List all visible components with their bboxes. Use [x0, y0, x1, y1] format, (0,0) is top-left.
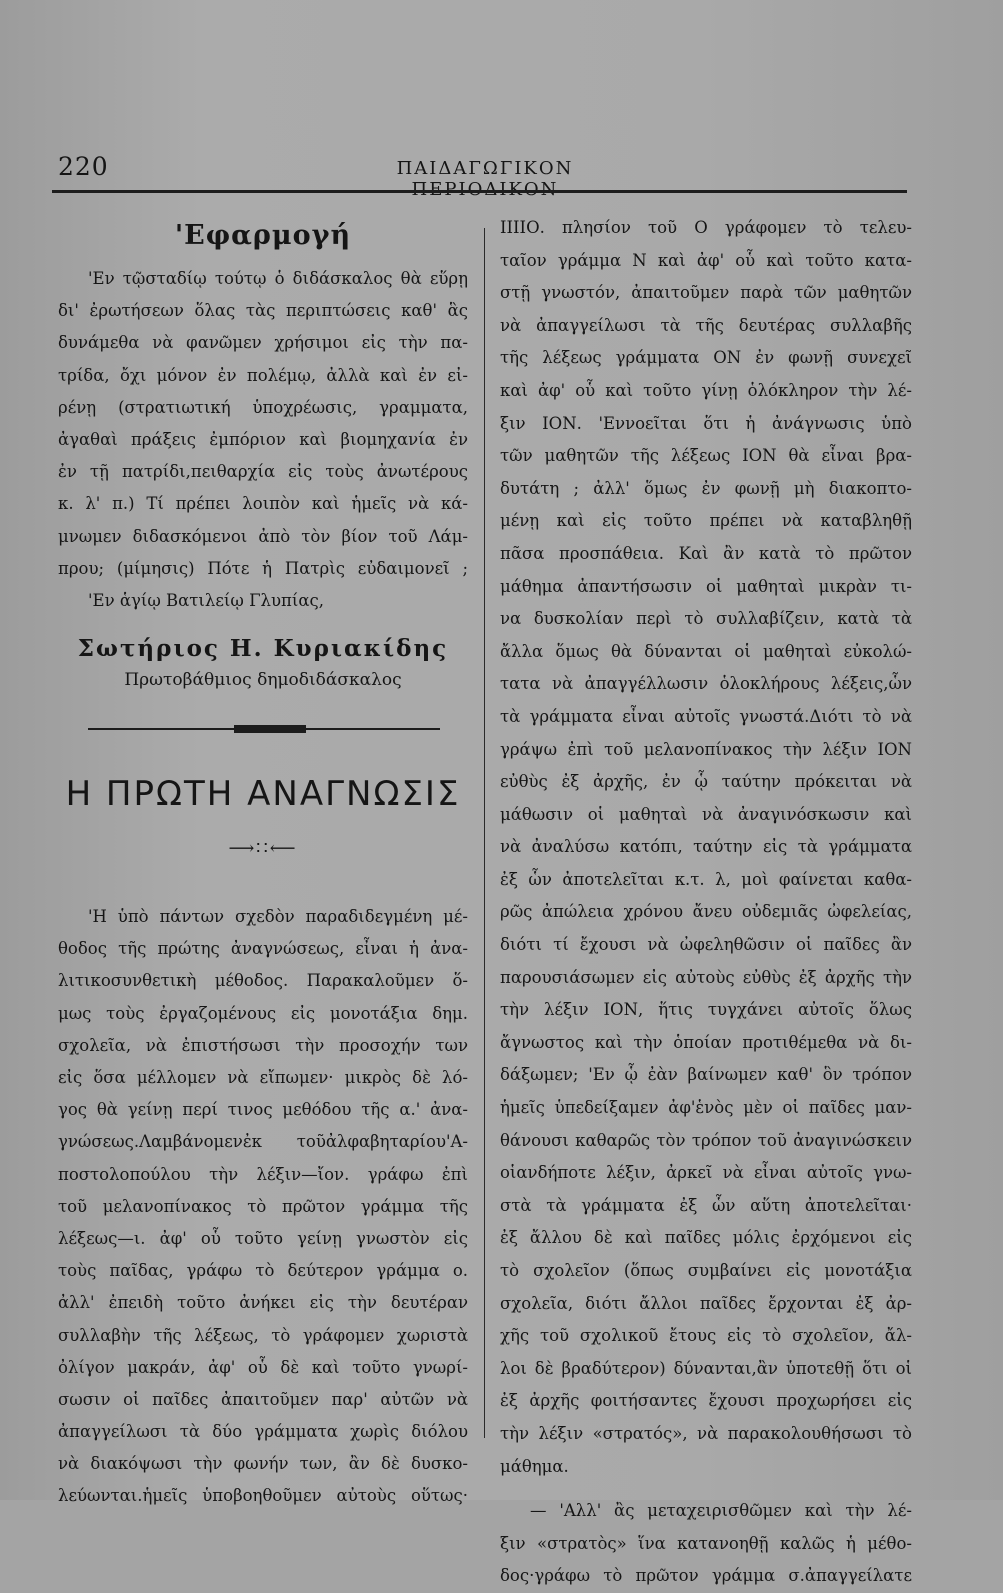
text-line: ρῶς ἀπώλεια χρόνου ἄνευ οὐδεμιᾶς ὠφελείας, — [500, 902, 912, 922]
article-title: Η ΠΡΩΤΗ ΑΝΑΓΝΩΣΙΣ — [65, 774, 461, 815]
text-line: εἰς ὅσα μέλλομεν νὰ εἴπωμεν· μικρὸς δὲ λό- — [58, 1068, 468, 1087]
text-line: γος θὰ γείνῃ περί τινος μεθόδου τῆς α.' ἀνα- — [58, 1100, 468, 1120]
text-line: μάθωσιν οἱ μαθηταὶ νὰ ἀναγινόσκωσιν καὶ — [500, 804, 912, 824]
text-line: συλλαβὴν τῆς λέξεως, τὸ γράφομεν χωριστὰ — [58, 1325, 468, 1345]
text-line: ξιν ΙΟΝ. 'Εννοεῖται ὅτι ἡ ἀνάγνωσις ὑπὸ — [500, 413, 912, 433]
text-line: ἐν τῇ πατρίδι,πειθαρχία εἰς τοὺς ἀνωτέρους — [58, 462, 468, 482]
article-body — [58, 901, 468, 1513]
column-divider — [484, 228, 485, 1438]
text-line: νὰ ἀπαγγείλωσι τὰ τῆς δευτέρας συλλαβῆς — [500, 315, 912, 335]
text-line: ἐξ ἀρχῆς φοιτήσαντες ἔχουσι προχωρήσει εἰς — [500, 1391, 912, 1411]
right-body-part2 — [500, 1495, 912, 1593]
text-line: ἐξ ὧν ἀποτελεῖται κ.τ. λ, μοὶ φαίνεται καθα- — [500, 869, 912, 889]
text-line: ποστολοπούλου τὴν λέξιν—ἴον. γράφω ἐπὶ — [58, 1164, 468, 1184]
text-line: δυτάτη ; ἀλλ' ὅμως ἐν φωνῇ μὴ διακοπτο- — [500, 478, 912, 498]
text-line: 'Εν τῷσταδίῳ τούτῳ ὁ διδάσκαλος θὰ εὕρῃ — [88, 269, 468, 288]
text-line: μένῃ καὶ εἰς τοῦτο πρέπει νὰ καταβληθῇ — [500, 511, 912, 531]
text-line: ἀγαθαὶ πράξεις ἐμπόριον καὶ βιομηχανία ἐν — [58, 429, 468, 449]
text-line: χῆς τοῦ σχολικοῦ ἔτους εἰς τὸ σχολεῖον, ἄλ- — [500, 1326, 912, 1346]
text-line: τῶν μαθητῶν τῆς λέξεως ΙΟΝ θὰ εἶναι βρα- — [500, 446, 912, 466]
text-line: παρουσιάσωμεν εἰς αὐτοὺς εὐθὺς ἐξ ἀρχῆς τὴν — [500, 967, 912, 987]
text-line: θοδος τῆς πρώτης ἀναγνώσεως, εἶναι ἡ ἀνα- — [58, 939, 468, 959]
text-line: 'Η ὑπὸ πάντων σχεδὸν παραδιδεγμένη μέ- — [88, 907, 468, 927]
text-line: ξιν «στρατὸς» ἵνα κατανοηθῇ καλῶς ἡ μέθο- — [500, 1533, 912, 1553]
section-divider — [88, 724, 440, 734]
text-line: τατα νὰ ἀπαγγέλλωσιν ὁλοκλήρους λέξεις,ὧν — [500, 674, 912, 694]
text-line: σχολεῖα, νὰ ἐπιστήσωσι τὴν προσοχήν των — [58, 1035, 468, 1055]
text-line: μως τοὺς ἐργαζομένους εἰς μονοτάξια δημ. — [58, 1003, 468, 1023]
text-line: ἡμεῖς ὑπεδείξαμεν ἀφ'ἑνὸς μὲν οἱ παῖδες μαν- — [500, 1098, 912, 1118]
text-line: μάθημα ἀπαντήσωσιν οἱ μαθηταὶ μικρὰν τι- — [500, 576, 912, 596]
text-line: γράψω ἐπὶ τοῦ μελανοπίνακος τὴν λέξιν ΙΟΝ — [500, 739, 912, 759]
paragraph-gap — [500, 1483, 912, 1495]
text-line: στὰ τὰ γράμματα ἐξ ὧν αὕτη ἀποτελεῖται· — [500, 1195, 912, 1215]
text-line: εὐθὺς ἐξ ἀρχῆς, ἐν ᾧ ταύτην πρόκειται νὰ — [500, 772, 912, 792]
text-line: τοὺς παῖδας, γράφω τὸ δεύτερον γράμμα ο. — [58, 1261, 468, 1281]
text-line: ὀλίγον μακράν, ἀφ' οὗ δὲ καὶ τοῦτο γνωρί- — [58, 1357, 468, 1377]
text-line: σωσιν οἱ παῖδες ἀπαιτοῦμεν παρ' αὐτῶν νὰ — [58, 1389, 468, 1409]
text-line: πᾶσα προσπάθεια. Καὶ ἂν κατὰ τὸ πρῶτον — [500, 543, 912, 563]
text-line: λεύωνται.ἡμεῖς ὑποβοηθοῦμεν αὐτοὺς οὕτως· — [58, 1486, 468, 1506]
text-line: πρου; (μίμησις) Πότε ἡ Πατρὶς εὐδαιμονεῖ ; — [58, 558, 468, 578]
header-rule — [52, 190, 907, 193]
text-line: ἐξ ἄλλου δὲ καὶ παῖδες μόλις ἐρχόμενοι εἰς — [500, 1228, 912, 1248]
left-column — [58, 212, 468, 1513]
text-line: ἀλλ' ἐπειδὴ τοῦτο ἀνήκει εἰς τὴν δευτέραν — [58, 1293, 468, 1313]
text-line: ΙΙΙΙΟ. πλησίον τοῦ Ο γράφομεν τὸ τελευ- — [500, 218, 912, 237]
text-line: τὴν λέξιν ΙΟΝ, ἥτις τυγχάνει αὐτοῖς ὅλως — [500, 1000, 912, 1020]
text-line: τοῦ μελανοπίνακος τὸ πρῶτον γράμμα τῆς — [58, 1196, 468, 1216]
text-line: στῇ γνωστόν, ἀπαιτοῦμεν παρὰ τῶν μαθητῶν — [500, 283, 912, 303]
page-number: 220 — [58, 152, 109, 181]
text-line: δυνάμεθα νὰ φανῶμεν χρήσιμοι εἰς τὴν πα- — [58, 333, 468, 353]
text-line: λιτικοσυνθετικὴ μέθοδος. Παρακαλοῦμεν ὅ- — [58, 971, 468, 991]
text-line: 'Εν ἁγίῳ Βατιλείῳ Γλυπίας, — [88, 590, 324, 610]
text-line: τὰ γράμματα εἶναι αὐτοῖς γνωστά.Διότι τὸ νὰ — [500, 706, 912, 726]
text-line: γνώσεως.Λαμβάνομενἐκ τοῦἀλφαβηταρίου'Α- — [58, 1132, 468, 1152]
text-line: κ. λ' π.) Τί πρέπει λοιπὸν καὶ ἡμεῖς νὰ κά- — [58, 494, 468, 514]
right-body-part1 — [500, 212, 912, 1483]
running-head: ΠΑΙΔΑΓΩΓΙΚΟΝ — [396, 158, 574, 179]
text-line: τὴν λέξιν «στρατός», νὰ παρακολουθήσωσι τὸ — [500, 1423, 912, 1443]
text-line: σχολεῖα, διότι ἄλλοι παῖδες ἔρχονται ἐξ ἀρ- — [500, 1293, 912, 1313]
text-line: ταῖον γράμμα Ν καὶ ἀφ' οὗ καὶ τοῦτο κατα- — [500, 250, 912, 270]
text-line: ἄγνωστος καὶ τὴν ὁποίαν προτιθέμεθα νὰ δι- — [500, 1032, 912, 1052]
ornament-icon: ⟶∷⟵ — [228, 838, 298, 860]
text-line: καὶ ἀφ' οὗ καὶ τοῦτο γίνῃ ὁλόκληρον τὴν λέ- — [500, 380, 912, 400]
text-line: να δυσκολίαν περὶ τὸ συλλαβίζειν, κατὰ τὰ — [500, 609, 912, 629]
divider-block — [234, 725, 306, 733]
author-role: Πρωτοβάθμιος δημοδιδάσκαλος — [124, 670, 402, 691]
text-line: θάνουσι καθαρῶς τὸν τρόπον τοῦ ἀναγινώσκειν — [500, 1130, 912, 1150]
section-body — [58, 263, 468, 617]
text-line: διότι τί ἔχουσι νὰ ὠφεληθῶσιν οἱ παῖδες ἂν — [500, 935, 912, 955]
text-line: λέξεως—ι. ἀφ' οὗ τοῦτο γείνῃ γνωστὸν εἰς — [58, 1228, 468, 1248]
section-title: 'Εφαρμογή — [174, 220, 352, 251]
text-line: δάξωμεν; 'Εν ᾧ ἐὰν βαίνωμεν καθ' ὃν τρόπον — [500, 1065, 912, 1085]
text-line: νὰ ἀναλύσω κατόπι, ταύτην εἰς τὰ γράμματα — [500, 837, 912, 857]
text-line: μνωμεν διδασκόμενοι ἀπὸ τὸν βίον τοῦ Λάμ- — [58, 526, 468, 546]
text-line: ρένῃ (στρατιωτική ὑποχρέωσις, γραμματα, — [58, 397, 468, 417]
text-line: δι' ἐρωτήσεων ὅλας τὰς περιπτώσεις καθ' ἃς — [58, 301, 468, 321]
text-line: τῆς λέξεως γράμματα ΟΝ ἐν φωνῇ συνεχεῖ — [500, 348, 912, 368]
text-line: δος·γράφω τὸ πρῶτον γράμμα σ.ἀπαγγείλατε — [500, 1566, 912, 1586]
text-line: ἄλλα ὅμως θὰ δύνανται οἱ μαθηταὶ εὐκολώ- — [500, 641, 912, 661]
author-name: Σωτήριος Η. Κυριακίδης — [77, 635, 449, 663]
text-line: ἀπαγγείλωσι τὰ δύο γράμματα χωρὶς διόλου — [58, 1422, 468, 1442]
text-line: τὸ σχολεῖον (ὅπως συμβαίνει εἰς μονοτάξια — [500, 1261, 912, 1280]
text-line: τρίδα, ὄχι μόνον ἐν πολέμῳ, ἀλλὰ καὶ ἐν εἰ- — [58, 365, 468, 385]
text-line: οἱανδήποτε λέξιν, ἀρκεῖ νὰ εἶναι αὐτοῖς γνω- — [500, 1163, 912, 1183]
text-line: λοι δὲ βραδύτερον) δύνανται,ἂν ὑποτεθῇ ὅτι οἱ — [500, 1358, 912, 1378]
text-line: — 'Αλλ' ἂς μεταχειρισθῶμεν καὶ τὴν λέ- — [530, 1501, 912, 1521]
right-column — [500, 212, 912, 1593]
text-line: νὰ διακόψωσι τὴν φωνήν των, ἂν δὲ δυσκο- — [58, 1454, 468, 1474]
text-line: μάθημα. — [500, 1456, 569, 1476]
